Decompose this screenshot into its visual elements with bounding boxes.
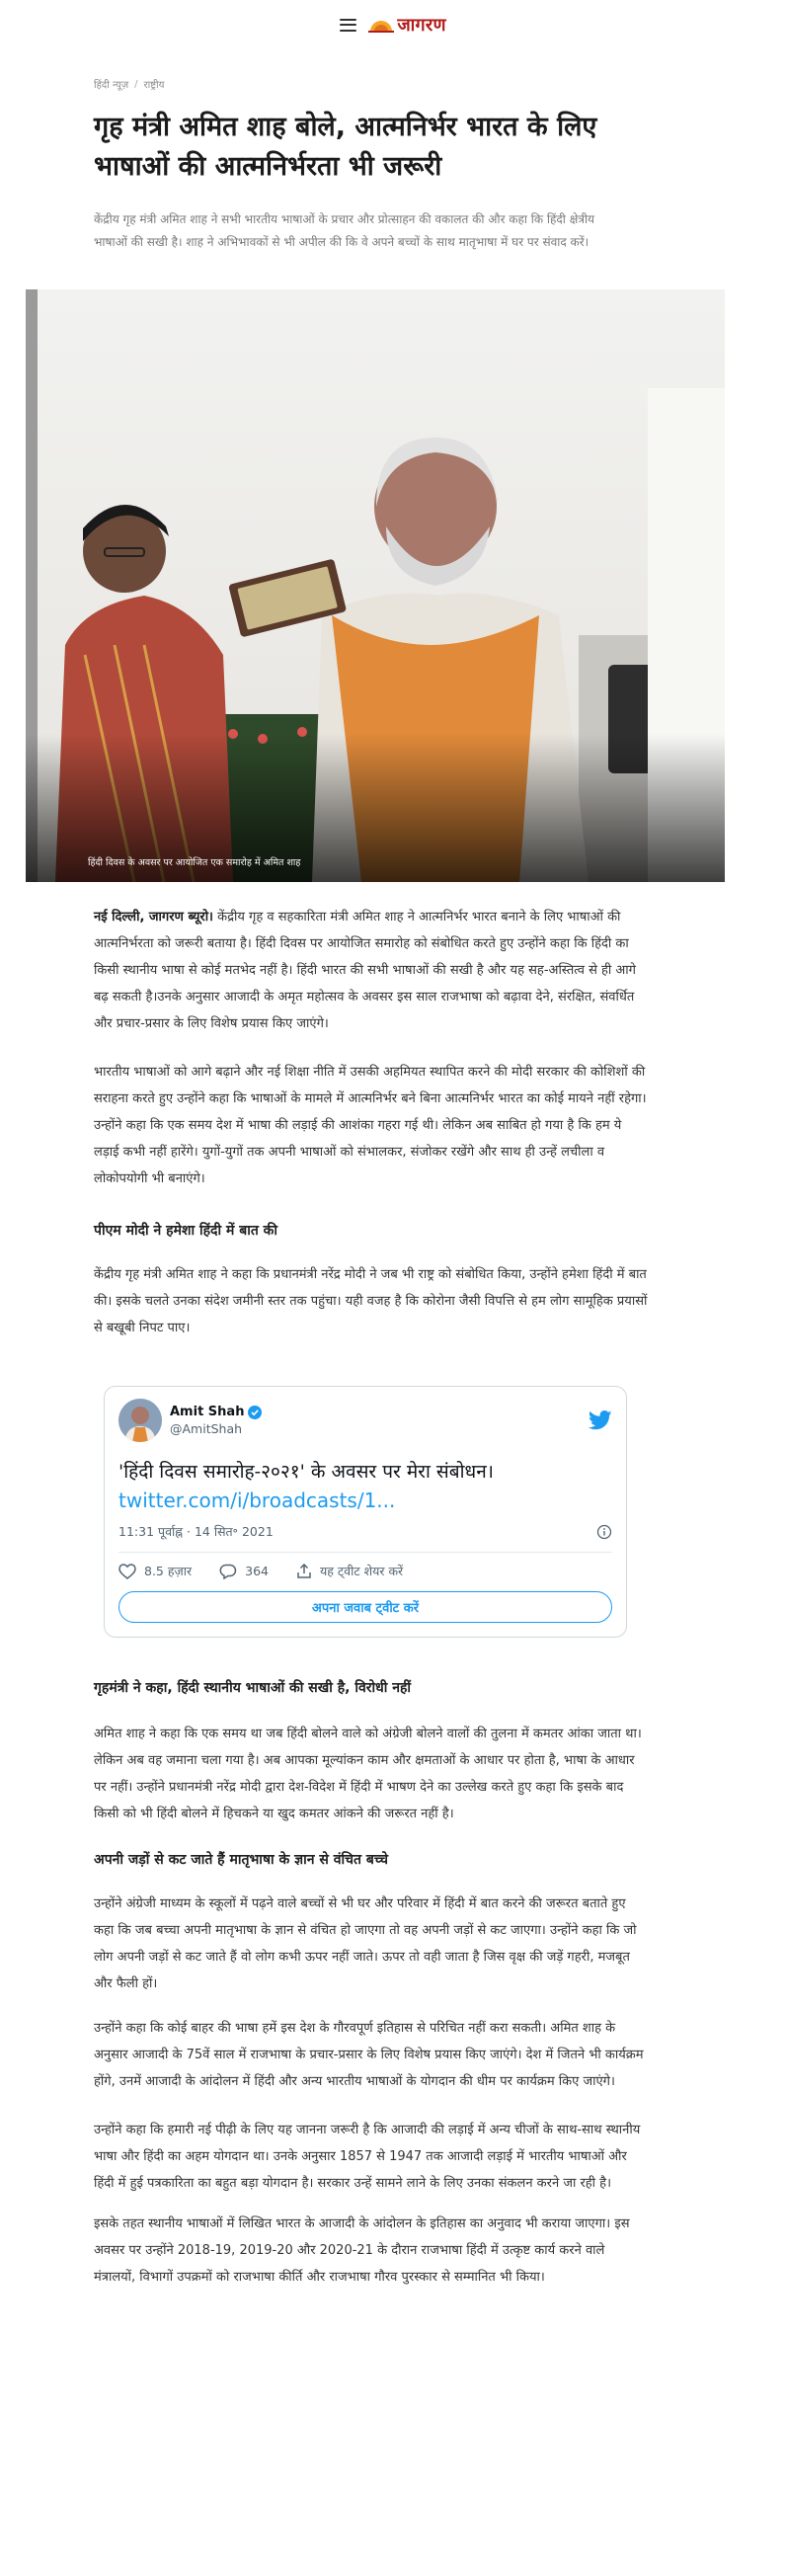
hero-image [26, 289, 725, 882]
avatar-image [118, 1399, 162, 1442]
tweet-header [118, 1399, 612, 1442]
subheading-hindi-sakhi: गृहमंत्री ने कहा, हिंदी स्थानीय भाषाओं की सखी है, विरोधी नहीं [94, 1680, 412, 1696]
article-page [0, 77, 786, 2291]
share-action[interactable] [296, 1563, 403, 1579]
reply-action[interactable] [219, 1564, 269, 1579]
verified-badge-icon [248, 1406, 262, 1419]
hamburger-menu-icon[interactable] [340, 19, 356, 32]
article-paragraph-2: भारतीय भाषाओं को आगे बढ़ाने और नई शिक्षा नीति में उसकी अहमियत स्थापित करने की मोदी सरकार की कोशिशों की सराहना करते हुए उन्होंने कहा कि भाषाओं के मामले में आत्मनिर्भर बने बिना आत्मनिर्भर भारत का कोई मायने नहीं रहेगा। उन्होंने कहा कि एक समय देश में भाषा की लड़ाई की आशंका गहरा गई थी। लेकिन अब साबित हो गया है कि हम ये लड़ाई कभी नहीं हारेंगे। युगों-युगों तक अपनी भाषाओं को संभालकर, संजोकर रखेंगे और साथ ही उन्हें लचीला व लोकोपयोगी भी बनाएंगे। [94, 1065, 647, 1186]
comment-icon [219, 1564, 237, 1579]
reply-count: 364 [245, 1564, 269, 1578]
article-paragraph-8: इसके तहत स्थानीय भाषाओं में लिखित भारत के आजादी के आंदोलन के इतिहास का अनुवाद भी कराया जाएगा। इस अवसर पर उन्होंने 2018-19, 2019-20 और 2020-21 के दौरान राजभाषा हिंदी में उत्कृष्ट कार्य करने वाले मंत्रालयों, विभागों उपक्रमों को राजभाषा कीर्ति और राजभाषा गौरव पुरस्कार से सम्मानित भी किया। [94, 2216, 630, 2285]
breadcrumb-separator: / [134, 78, 138, 90]
image-caption: हिंदी दिवस के अवसर पर आयोजित एक समारोह में अमित शाह [88, 857, 301, 868]
article-paragraph-4: अमित शाह ने कहा कि एक समय था जब हिंदी बोलने वाले को अंग्रेजी बोलने वालों की तुलना में कमतर आंका जाता था। लेकिन अब वह जमाना चला गया है। अब आपका मूल्यांकन काम और क्षमताओं के आधार पर होता है, भाषा के आधार पर नहीं। उन्होंने प्रधानमंत्री नरेंद्र मोदी द्वारा देश-विदेश में हिंदी में भाषण देने का उल्लेख करते हुए कहा कि इसके बाद किसी को भी हिंदी बोलने में हिचकने या खुद कमतर आंकने की जरूरत नहीं है। [94, 1727, 642, 1821]
top-header [0, 0, 786, 49]
breadcrumb [94, 77, 627, 91]
tweet-body: 'हिंदी दिवस समारोह-२०२१' के अवसर पर मेरा संबोधन। [118, 1461, 494, 1483]
reply-tweet-button[interactable]: अपना जवाब ट्वीट करें [118, 1591, 612, 1623]
logo-text: जागरण [397, 15, 446, 36]
tweet-link[interactable]: twitter.com/i/broadcasts/1... [118, 1489, 396, 1512]
article-headline: गृह मंत्री अमित शाह बोले, आत्मनिर्भर भारत के लिए भाषाओं की आत्मनिर्भरता भी जरूरी [94, 112, 597, 182]
subheading-pm-modi: पीएम मोदी ने हमेशा हिंदी में बात की [94, 1223, 278, 1239]
article-body [94, 904, 649, 1341]
dateline: नई दिल्ली, जागरण ब्यूरो। [94, 910, 213, 925]
tweet-author[interactable] [118, 1399, 262, 1442]
twitter-bird-icon[interactable] [589, 1410, 612, 1430]
jagran-logo[interactable] [368, 13, 445, 37]
article-paragraph-1 [94, 904, 649, 1037]
tweet-author-name[interactable] [170, 1405, 262, 1419]
ceremony-photo [26, 289, 725, 882]
tweet-meta [118, 1523, 612, 1553]
share-icon [296, 1564, 312, 1579]
info-icon[interactable] [596, 1524, 612, 1540]
sun-logo-icon [368, 17, 394, 33]
article-paragraph-7: उन्होंने कहा कि हमारी नई पीढ़ी के लिए यह जानना जरूरी है कि आजादी की लड़ाई में अन्य चीजों के साथ-साथ स्थानीय भाषा और हिंदी का अहम योगदान था। उनके अनुसार 1857 से 1947 तक आजादी लड़ाई में भारतीय भाषाओं और हिंदी में हुई पत्रकारिता का बहुत बड़ा योगदान है। सरकार उन्हें सामने लाने के लिए उनका संकलन करने जा रही है। [94, 2123, 641, 2191]
article-paragraph-5: उन्होंने अंग्रेजी माध्यम के स्कूलों में पढ़ने वाले बच्चों से भी घर और परिवार में हिंदी में बात करने की जरूरत बताते हुए कहा कि जब बच्चा अपनी मातृभाषा के ज्ञान से वंचित हो जाएगा तो वह अपनी जड़ों से कट जाएगा। उन्होंने कहा कि जो लोग अपनी जड़ों से कट जाते हैं वो लोग कभी ऊपर नहीं जाते। ऊपर तो वही जाता है जिस वृक्ष की जड़ें गहरी, मजबूत और फैली हों। [94, 1896, 637, 1991]
article-body-continued [94, 1677, 649, 2291]
paragraph-1-text: केंद्रीय गृह व सहकारिता मंत्री अमित शाह ने आत्मनिर्भर भारत बनाने के लिए भाषाओं की आत्मनिर्भरता को जरूरी बताया है। हिंदी दिवस पर आयोजित समारोह को संबोधित करते हुए उन्होंने कहा कि हिंदी का किसी स्थानीय भाषा से कोई मतभेद नहीं है। हिंदी भारत की सभी भाषाओं की सखी है और यह सह-अस्तित्व से ही आगे बढ़ सकती है।उनके अनुसार आजादी के अमृत महोत्सव के अवसर इस साल राजभाषा को बढ़ावा देने, संरक्षित, संवर्धित और प्रचार-प्रसार के लिए विशेष प्रयास किए जाएंगे। [94, 910, 637, 1031]
avatar[interactable] [118, 1399, 162, 1442]
breadcrumb-home-link[interactable]: हिंदी न्यूज़ [94, 80, 129, 91]
article-summary: केंद्रीय गृह मंत्री अमित शाह ने सभी भारतीय भाषाओं के प्रचार और प्रोत्साहन की वकालत की और कहा कि हिंदी क्षेत्रीय भाषाओं की सखी है। शाह ने अभिभावकों से भी अपील की कि वे अपने बच्चों के साथ मातृभाषा में घर पर संवाद करें। [94, 212, 595, 249]
tweet-text [118, 1458, 612, 1515]
article-paragraph-6: उन्होंने कहा कि कोई बाहर की भाषा हमें इस देश के गौरवपूर्ण इतिहास से परिचित नहीं करा सकती। अमित शाह के अनुसार आजादी के 75वें साल में राजभाषा के प्रचार-प्रसार के लिए विशेष प्रयास किए जाएंगे। देश में जितने भी कार्यक्रम होंगे, उनमें आजादी के आंदोलन में हिंदी और अन्य भारतीय भाषाओं के योगदान की धीम पर कार्यक्रम किए जाएंगे। [94, 2021, 644, 2089]
like-action[interactable] [118, 1563, 192, 1579]
subheading-mother-tongue: अपनी जड़ों से कट जाते हैं मातृभाषा के ज्ञान से वंचित बच्चे [94, 1852, 389, 1868]
like-count: 8.5 हज़ार [144, 1564, 193, 1578]
heart-icon [118, 1564, 136, 1579]
share-label: यह ट्वीट शेयर करें [319, 1564, 404, 1578]
article-paragraph-3: केंद्रीय गृह मंत्री अमित शाह ने कहा कि प्रधानमंत्री नरेंद्र मोदी ने जब भी राष्ट्र को संबोधित किया, उन्होंने हमेशा हिंदी में बात की। इसके चलते उनका संदेश जमीनी स्तर तक पहुंचा। यही वजह है कि कोरोना जैसी विपत्ति से हम लोग सामूहिक प्रयासों से बखूबी निपट पाए। [94, 1267, 648, 1335]
author-name: Amit Shah [170, 1405, 245, 1419]
tweet-author-handle[interactable]: @AmitShah [170, 1421, 243, 1436]
tweet-timestamp[interactable]: 11:31 पूर्वाह्न · 14 सित॰ 2021 [118, 1524, 274, 1539]
tweet-actions [118, 1563, 612, 1579]
breadcrumb-section-link[interactable]: राष्ट्रीय [143, 80, 165, 91]
embedded-tweet[interactable] [104, 1386, 627, 1638]
